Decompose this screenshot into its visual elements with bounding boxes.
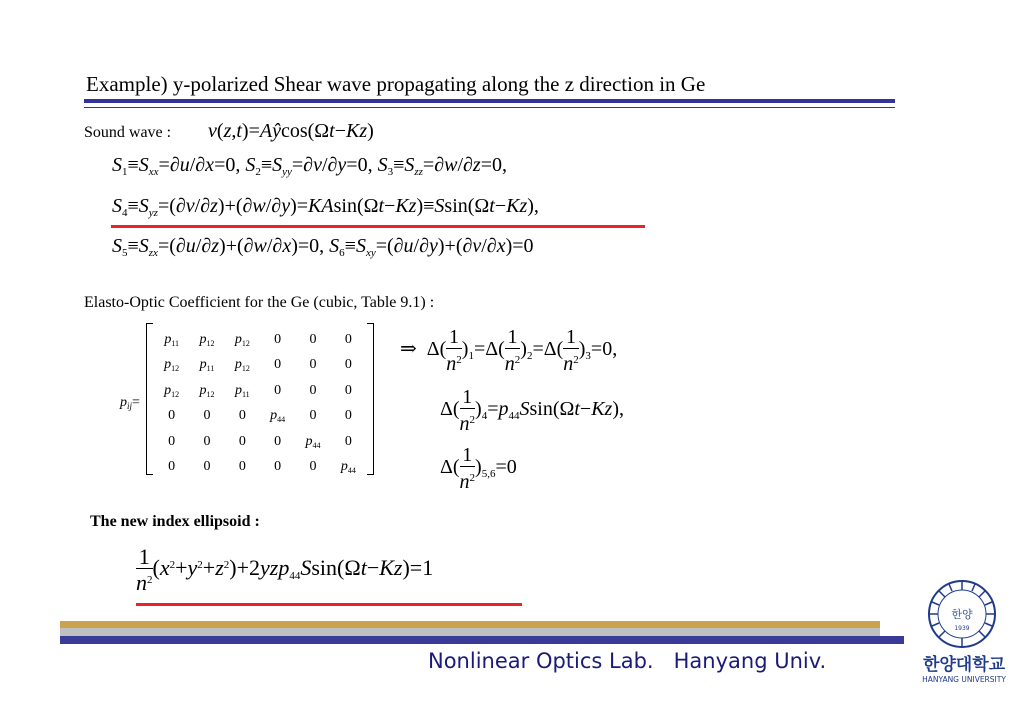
matrix-cell: 0	[203, 459, 211, 475]
index-ellipsoid-equation: $\frac{1}{n^2}$ $(x^2+y^2+z^2)+2yzp_{44}Ssin(\Omega t-Kz)=1$	[136, 544, 434, 595]
matrix-cell: 0	[203, 433, 211, 449]
matrix-cell: $p_{12}$	[199, 331, 215, 348]
matrix-right-bracket	[367, 323, 374, 475]
matrix-left-bracket	[146, 323, 153, 475]
matrix-cell: 0	[203, 408, 211, 424]
title-rule-thin	[84, 107, 895, 108]
footer-univ: Hanyang Univ.	[673, 649, 827, 673]
footer-lab: Nonlinear Optics Lab.	[428, 649, 654, 673]
matrix-grid	[154, 327, 366, 480]
strain-equation-1: $S_1\equiv S_{xx}=\partial u/\partial x=0$, $S_2\equiv S_{yy}=\partial v/\partial y=0$, $S_3\equiv S_{zz}=\partial w/\partial z=0$,	[112, 154, 507, 178]
matrix-cell: 0	[309, 382, 317, 398]
highlight-underline-strain	[111, 225, 645, 228]
matrix-cell: $p_{11}$	[234, 382, 250, 399]
title-rule-thick	[84, 99, 895, 103]
matrix-cell: 0	[238, 433, 246, 449]
matrix-cell: 0	[344, 382, 352, 398]
strain-equation-5-6: $S_5\equiv S_{zx}=(\partial u/\partial z)+(\partial w/\partial x)=0$, $S_6\equiv S_{xy}=(\partial u/\partial y)+(\partial v/\partial x)=0$	[112, 235, 534, 259]
index-change-equation-1-2-3: ⇒ Δ( $\frac{1}{n^2}$ )$_1=\Delta$( $\frac{1}{n^2}$ )$_2=\Delta$( $\frac{1}{n^2}$ )$_3=0$,	[400, 326, 618, 375]
matrix-cell: $p_{11}$	[164, 331, 180, 348]
seal-text: 한양	[951, 608, 973, 621]
matrix-cell: 0	[274, 331, 282, 347]
pij-label: $p_{ij}=$	[120, 395, 140, 411]
footer-bar-gray	[60, 628, 880, 636]
elasto-optic-label: Elasto-Optic Coefficient for the Ge (cubic, Table 9.1) :	[84, 294, 435, 311]
matrix-cell: 0	[274, 357, 282, 373]
footer-bar-gold	[60, 621, 880, 628]
footer-lab-name	[428, 649, 826, 673]
matrix-cell: $p_{11}$	[199, 357, 215, 374]
matrix-cell: 0	[168, 408, 176, 424]
matrix-cell: 0	[238, 459, 246, 475]
matrix-cell: $p_{12}$	[234, 357, 250, 374]
matrix-cell: 0	[168, 433, 176, 449]
matrix-cell: $p_{12}$	[164, 382, 180, 399]
matrix-cell: 0	[274, 382, 282, 398]
matrix-cell: $p_{44}$	[305, 433, 321, 450]
matrix-cell: $p_{12}$	[164, 357, 180, 374]
matrix-cell: 0	[309, 357, 317, 373]
index-change-equation-4: Δ( $\frac{1}{n^2}$ )$_4=p_{44}Ssin(\Omega t-Kz)$,	[440, 386, 624, 435]
matrix-cell: 0	[309, 459, 317, 475]
highlight-underline-ellipsoid	[136, 603, 522, 606]
elasto-optic-matrix	[146, 323, 374, 476]
footer-bar-blue	[60, 636, 904, 644]
matrix-cell: 0	[344, 331, 352, 347]
index-ellipsoid-label: The new index ellipsoid :	[90, 513, 260, 530]
strain-equation-4: $S_4\equiv S_{yz}=(\partial v/\partial z)+(\partial w/\partial y)=KAsin(\Omega t-Kz)\equiv Ssin(\Omega t-Kz)$,	[112, 195, 539, 219]
matrix-cell: $p_{44}$	[340, 459, 356, 476]
seal-year: 1939	[954, 625, 970, 632]
matrix-cell: 0	[168, 459, 176, 475]
slide-title: Example) y-polarized Shear wave propagating along the z direction in Ge	[86, 72, 706, 96]
hanyang-logo	[912, 578, 1016, 690]
matrix-cell: 0	[344, 408, 352, 424]
matrix-cell: $p_{12}$	[234, 331, 250, 348]
sound-wave-equation: v(z,t)=Aŷcos(Ωt−Kz)	[208, 120, 374, 142]
sound-wave-label: Sound wave :	[84, 124, 172, 141]
matrix-cell: 0	[344, 357, 352, 373]
matrix-cell: 0	[344, 433, 352, 449]
logo-english-name: HANYANG UNIVERSITY	[922, 675, 1006, 684]
matrix-cell: 0	[238, 408, 246, 424]
matrix-cell: 0	[309, 408, 317, 424]
matrix-cell: 0	[274, 459, 282, 475]
matrix-cell: 0	[274, 433, 282, 449]
university-seal-icon	[929, 581, 995, 647]
matrix-cell: $p_{44}$	[270, 408, 286, 425]
matrix-cell: 0	[309, 331, 317, 347]
index-change-equation-5-6: Δ( $\frac{1}{n^2}$ )$_{5,6}=0$	[440, 444, 517, 493]
matrix-cell: $p_{12}$	[199, 382, 215, 399]
logo-korean-name: 한양대학교	[922, 655, 1006, 675]
